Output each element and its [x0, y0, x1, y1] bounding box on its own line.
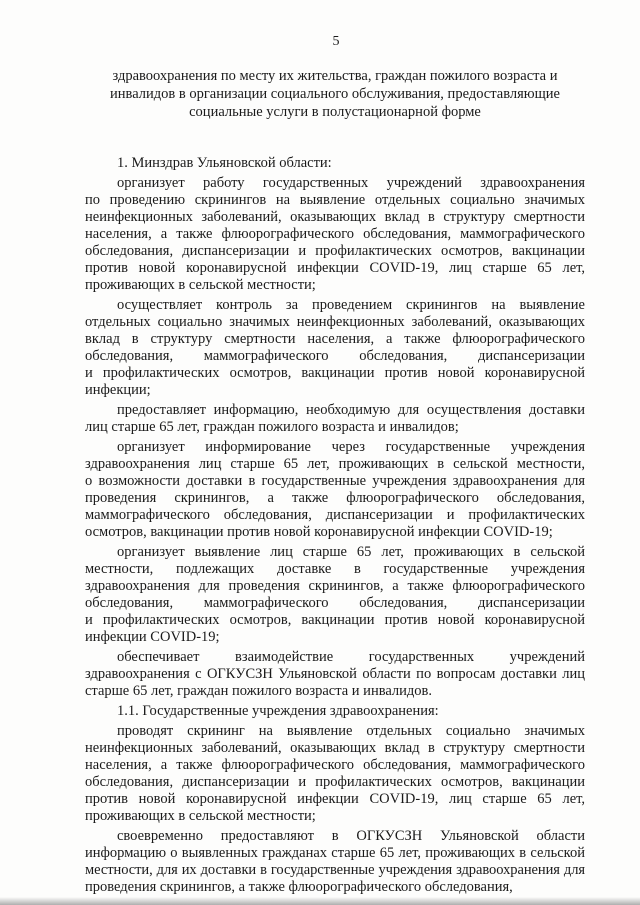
- paragraph: [85, 544, 585, 646]
- text-line: [85, 419, 585, 436]
- paragraph: [85, 439, 585, 541]
- line-text: предоставляет информацию, необходимую для осуществления доставки: [117, 402, 585, 418]
- line-text: неинфекционных заболеваний, оказывающих вклад в структуру смертности: [85, 209, 585, 225]
- line-text: обследования, диспансеризации и профилактических осмотров, вакцинации: [85, 774, 585, 790]
- line-text: организует информирование через государственные учреждения: [117, 439, 585, 455]
- line-text: 1.1. Государственные учреждения здравоохранения:: [117, 703, 439, 719]
- line-text: инфекции COVID-19;: [85, 629, 220, 645]
- text-line: [85, 209, 585, 226]
- paragraph: [85, 828, 585, 896]
- text-line: [85, 828, 585, 845]
- line-text: по проведению скринингов на выявление отдельных социально значимых: [85, 192, 585, 208]
- text-line: [85, 260, 585, 277]
- paragraph: [85, 649, 585, 700]
- paragraph: [85, 297, 585, 399]
- paragraph: [85, 723, 585, 825]
- text-line: [85, 879, 585, 896]
- text-line: [85, 578, 585, 595]
- paragraph: [85, 402, 585, 436]
- line-text: о возможности доставки в государственные учреждения здравоохранения для: [85, 473, 585, 489]
- line-text: и профилактических осмотров, вакцинации против новой коронавирусной: [85, 365, 585, 381]
- text-line: [85, 595, 585, 612]
- text-line: [85, 561, 585, 578]
- line-text: проживающих в сельской местности;: [85, 808, 316, 824]
- line-text: здравоохранения с ОГКУСЗН Ульяновской области по вопросам доставки лиц: [85, 666, 585, 682]
- line-text: обследования, диспансеризации и профилактических осмотров, вакцинации: [85, 243, 585, 259]
- line-text: обследования, маммографического обследования, диспансеризации: [85, 595, 585, 611]
- text-line: [85, 629, 585, 646]
- line-text: проведения скринингов, а также флюорографического обследования,: [85, 879, 513, 895]
- text-line: [85, 331, 585, 348]
- text-line: [85, 791, 585, 808]
- section-heading: [85, 67, 585, 121]
- line-text: отдельных социально значимых неинфекционных заболеваний, оказывающих: [85, 314, 585, 330]
- line-text: против новой коронавирусной инфекции COVID-19, лиц старше 65 лет,: [85, 791, 585, 807]
- line-text: здравоохранения лиц старше 65 лет, проживающих в сельской местности,: [85, 456, 585, 472]
- line-text: местности, для их доставки в государственные учреждения здравоохранения для: [85, 862, 585, 878]
- text-line: [85, 845, 585, 862]
- line-text: местности, подлежащих доставке в государственные учреждения: [85, 561, 585, 577]
- line-text: осмотров, вакцинации против новой коронавирусной инфекции COVID-19;: [85, 524, 553, 540]
- text-line: [85, 297, 585, 314]
- text-line: [85, 757, 585, 774]
- scan-edge: [0, 897, 640, 905]
- text-line: [85, 490, 585, 507]
- line-text: своевременно предоставляют в ОГКУСЗН Ульяновской области: [117, 828, 585, 844]
- text-line: [85, 402, 585, 419]
- line-text: 1. Минздрав Ульяновской области:: [117, 155, 332, 171]
- text-line: [85, 544, 585, 561]
- text-line: [85, 683, 585, 700]
- text-line: [85, 243, 585, 260]
- line-text: обеспечивает взаимодействие государственных учреждений: [117, 649, 585, 665]
- text-line: [85, 382, 585, 399]
- paragraph: [85, 175, 585, 294]
- line-text: здравоохранения для проведения скринингов, а также флюорографического: [85, 578, 585, 594]
- paragraph: [85, 703, 585, 720]
- heading-line: социальные услуги в полустационарной форме: [189, 104, 481, 120]
- text-line: [85, 723, 585, 740]
- line-text: проживающих в сельской местности;: [85, 277, 316, 293]
- text-line: [85, 277, 585, 294]
- text-line: [85, 612, 585, 629]
- paragraph: [85, 155, 585, 172]
- line-text: лиц старше 65 лет, граждан пожилого возраста и инвалидов;: [85, 419, 459, 435]
- line-text: старше 65 лет, граждан пожилого возраста и инвалидов.: [85, 683, 433, 699]
- line-text: населения, а также флюорографического обследования, маммографического: [85, 757, 585, 773]
- line-text: организует выявление лиц старше 65 лет, проживающих в сельской: [117, 544, 585, 560]
- text-line: [85, 314, 585, 331]
- line-text: проведения скринингов, а также флюорографического обследования,: [85, 490, 585, 506]
- heading-line: инвалидов в организации социального обслуживания, предоставляющие: [110, 86, 560, 102]
- text-line: [85, 192, 585, 209]
- text-line: [85, 456, 585, 473]
- text-line: [85, 649, 585, 666]
- text-line: [85, 524, 585, 541]
- line-text: вклад в структуру смертности населения, а также флюорографического: [85, 331, 585, 347]
- line-text: информацию о выявленных гражданах старше 65 лет, проживающих в сельской: [85, 845, 585, 861]
- line-text: обследования, маммографического обследования, диспансеризации: [85, 348, 585, 364]
- text-line: [85, 226, 585, 243]
- text-line: [85, 439, 585, 456]
- page-number: 5: [332, 34, 340, 49]
- text-line: [85, 703, 585, 720]
- line-text: неинфекционных заболеваний, оказывающих вклад в структуру смертности: [85, 740, 585, 756]
- text-line: [85, 666, 585, 683]
- line-text: инфекции;: [85, 382, 151, 398]
- text-line: [85, 348, 585, 365]
- line-text: и профилактических осмотров, вакцинации против новой коронавирусной: [85, 612, 585, 628]
- text-line: [85, 473, 585, 490]
- line-text: осуществляет контроль за проведением скринингов на выявление: [117, 297, 585, 313]
- line-text: против новой коронавирусной инфекции COVID-19, лиц старше 65 лет,: [85, 260, 585, 276]
- line-text: проводят скрининг на выявление отдельных социально значимых: [117, 723, 585, 739]
- text-line: [85, 740, 585, 757]
- document-body: [85, 155, 585, 896]
- text-line: [85, 175, 585, 192]
- text-line: [85, 365, 585, 382]
- line-text: населения, а также флюорографического обследования, маммографического: [85, 226, 585, 242]
- text-line: [85, 155, 585, 172]
- line-text: маммографического обследования, диспансеризации и профилактических: [85, 507, 585, 523]
- text-line: [85, 507, 585, 524]
- text-line: [85, 774, 585, 791]
- line-text: организует работу государственных учреждений здравоохранения: [117, 175, 585, 191]
- text-line: [85, 862, 585, 879]
- heading-line: здравоохранения по месту их жительства, граждан пожилого возраста и: [112, 68, 558, 84]
- text-line: [85, 808, 585, 825]
